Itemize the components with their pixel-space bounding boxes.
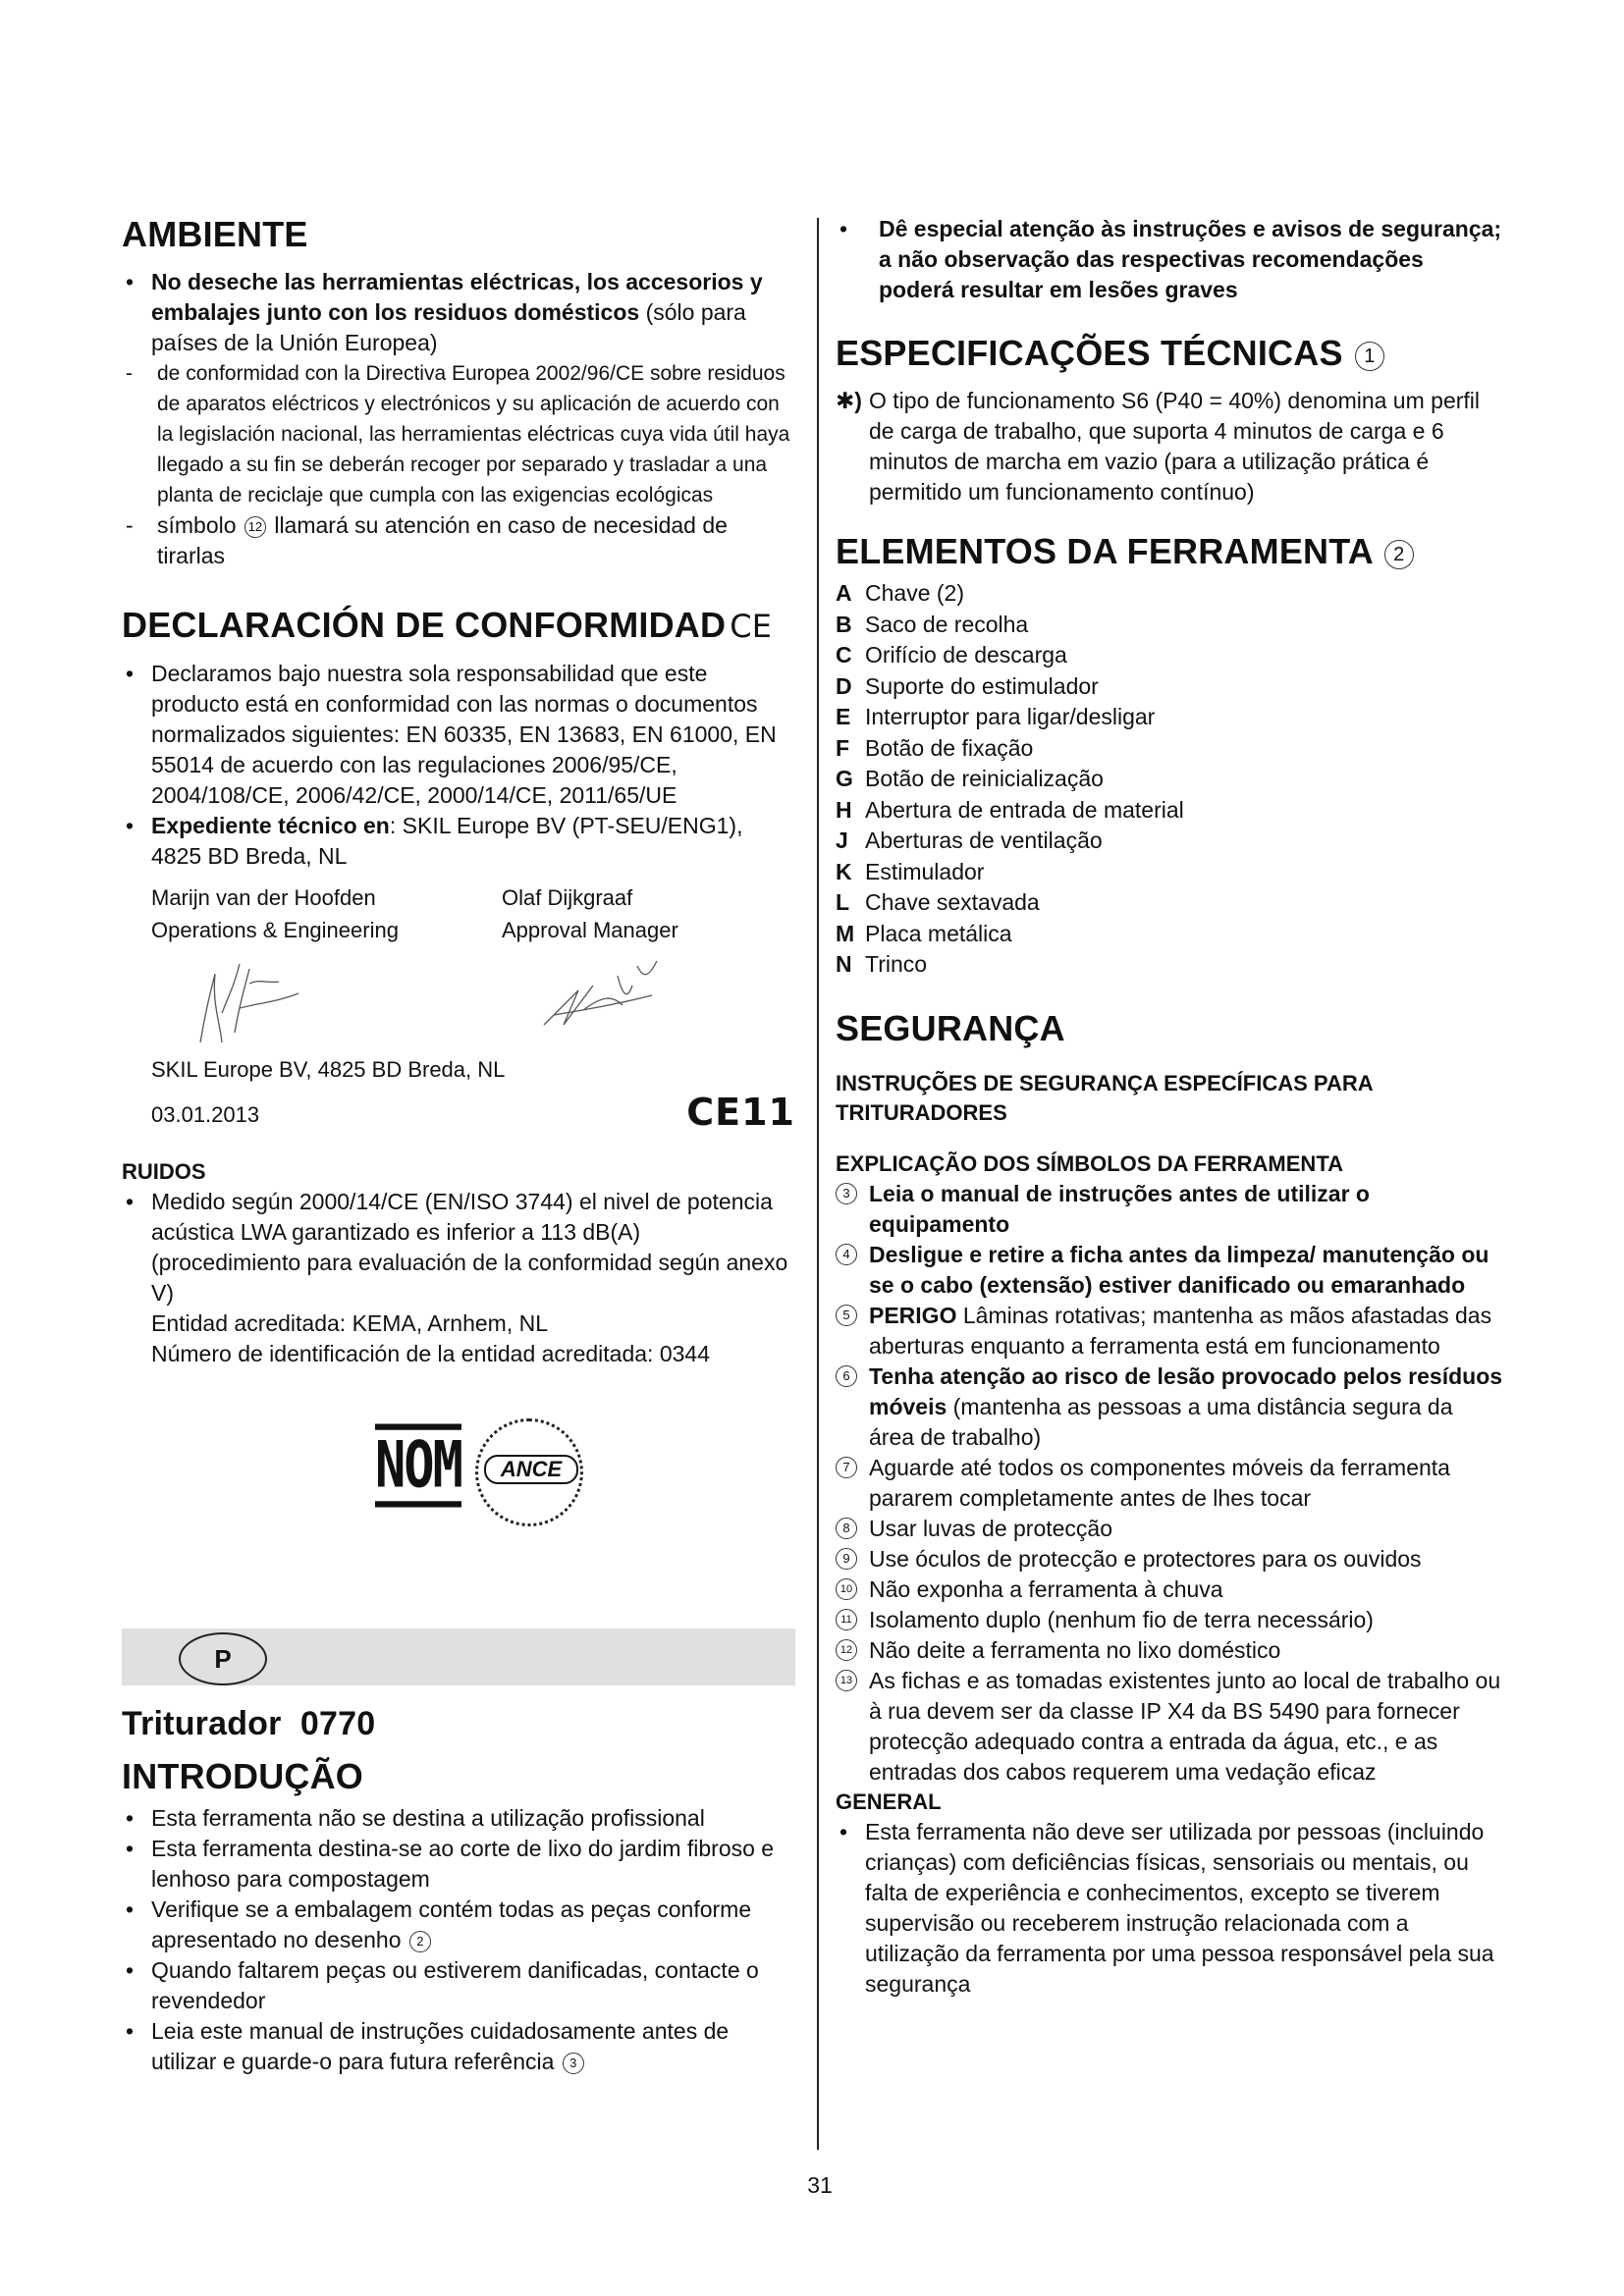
- element-j: [836, 826, 1503, 857]
- element-b: [836, 610, 1503, 641]
- symbol-6-bold: Tenha atenção ao risco de lesão provocado pelos resíduos móveis: [869, 1362, 1503, 1419]
- expediente-value: : SKIL Europe BV (PT-SEU/ENG1), 4825 BD Breda, NL: [151, 813, 743, 869]
- circled-number-4: 4: [836, 1244, 857, 1265]
- nom-logo-text: NOM: [375, 1424, 461, 1508]
- element-letter: G: [836, 766, 853, 791]
- element-label: Placa metálica: [865, 920, 1012, 946]
- element-k: [836, 857, 1503, 888]
- element-label: Chave sextavada: [865, 889, 1040, 915]
- ambiente-bullet-bold: No deseche las herramientas eléctricas, los accesorios y embalajes junto con los residuos domésticos: [151, 269, 763, 325]
- general-bullet: • Esta ferramenta não deve ser utilizada por pessoas (incluindo crianças) com deficiências físicas, sensoriais ou mentais, ou falta de experiência e conhecimentos, excepto se tiverem supervisão ou receberem instrução relacionada com a utilização da ferramenta por uma pessoa responsável pela sua segurança: [836, 1817, 1503, 2000]
- especificacoes-heading: [836, 333, 1503, 374]
- asterisk-mark: ✱): [836, 388, 862, 413]
- symbol-12-text: Não deite a ferramenta no lixo doméstico: [869, 1636, 1281, 1663]
- symbol-5-text: Lâminas rotativas; mantenha as mãos afastadas das aberturas enquanto a ferramenta está em funcionamento: [869, 1302, 1492, 1359]
- declaracion-title: DECLARACIÓN DE CONFORMIDAD: [122, 605, 727, 645]
- declaration-date: 03.01.2013: [151, 1102, 260, 1127]
- circled-number-1: 1: [1355, 342, 1384, 371]
- introducao-bullet-4: • Quando faltarem peças ou estiverem danificadas, contacte o revendedor: [122, 1955, 795, 2016]
- ce-mark: CE: [730, 608, 773, 645]
- symbol-item-3: [836, 1179, 1503, 1240]
- circled-number-7: 7: [836, 1457, 857, 1478]
- element-letter: L: [836, 889, 850, 915]
- circled-number-11: 11: [836, 1609, 857, 1630]
- symbol-5-bold: PERIGO: [869, 1302, 957, 1328]
- symbol-item-8: [836, 1514, 1503, 1544]
- seguranca-sub-2: EXPLICAÇÃO DOS SÍMBOLOS DA FERRAMENTA: [836, 1150, 1344, 1176]
- element-letter: B: [836, 611, 852, 637]
- element-h: [836, 795, 1503, 827]
- right-column: [836, 214, 1503, 2000]
- introducao-b5-text: Leia este manual de instruções cuidadosamente antes de utilizar e guarde-o para futura referência: [151, 2018, 730, 2074]
- signatory-1-title: Operations & Engineering: [151, 918, 399, 942]
- product-title: Triturador 0770: [122, 1705, 376, 1742]
- element-a: [836, 578, 1503, 610]
- signatures: [122, 946, 795, 1054]
- element-l: [836, 887, 1503, 919]
- circled-number-9: 9: [836, 1548, 857, 1570]
- circled-number-10: 10: [836, 1578, 857, 1600]
- circled-number-2: 2: [1384, 540, 1414, 569]
- left-column: [122, 214, 795, 2077]
- symbol-item-9: [836, 1544, 1503, 1575]
- nom-ance-logo: [122, 1405, 795, 1542]
- column-divider: [817, 218, 819, 2150]
- signatory-2-name: Olaf Dijkgraaf: [502, 885, 633, 910]
- introducao-b3-text: Verifique se a embalagem contém todas as peças conforme apresentado no desenho: [151, 1896, 752, 1952]
- element-label: Estimulador: [865, 858, 985, 884]
- signature-2-image: [534, 956, 672, 1044]
- circled-number-12: 12: [836, 1639, 857, 1661]
- symbol-item-10: [836, 1575, 1503, 1605]
- signature-1-image: [181, 954, 308, 1052]
- especificacoes-note: [836, 386, 1503, 507]
- language-badge-p: P: [179, 1632, 267, 1685]
- elementos-heading: [836, 531, 1503, 572]
- language-banner: [122, 1629, 795, 1685]
- ambiente-dash-1: - de conformidad con la Directiva Europea 2002/96/CE sobre residuos de aparatos eléctricos y electrónicos y su aplicación de acuerdo con la legislación nacional, las herramientas eléctricas cuya vida útil haya llegado a su fin se deberán recoger por separado y trasladar a una planta de reciclaje que cumpla con las exigencias ecológicas: [122, 358, 795, 510]
- ambiente-heading: AMBIENTE: [122, 214, 308, 254]
- circled-number-5: 5: [836, 1305, 857, 1326]
- signatory-titles: [122, 914, 795, 946]
- signatory-names: [122, 881, 795, 914]
- elementos-title: ELEMENTOS DA FERRAMENTA: [836, 531, 1373, 571]
- especificacoes-text: O tipo de funcionamento S6 (P40 = 40%) denomina um perfil de carga de trabalho, que suporta 4 minutos de carga e 6 minutos de marcha em vazio (para a utilização prática é permitido um funcionamento contínuo): [869, 388, 1480, 505]
- symbol-8-text: Usar luvas de protecção: [869, 1515, 1113, 1541]
- ce11-mark: CE11: [686, 1091, 795, 1134]
- symbol-item-4: [836, 1240, 1503, 1301]
- elementos-list: [836, 578, 1503, 981]
- ambiente-bullet-rest: (sólo para países de la Unión Europea): [151, 299, 746, 355]
- element-letter: E: [836, 704, 851, 729]
- date-row: [122, 1091, 795, 1140]
- element-label: Saco de recolha: [865, 611, 1029, 637]
- signatory-1-name: Marijn van der Hoofden: [151, 885, 376, 910]
- declaracion-bullet-1: • Declaramos bajo nuestra sola responsabilidad que este producto está en conformidad con las normas o documentos normalizados siguientes: EN 60335, EN 13683, EN 61000, EN 55014 de acuerdo con las regulaciones 2006/95/CE, 2004/108/CE, 2006/42/CE, 2000/14/CE, 2011/65/UE: [122, 659, 795, 811]
- element-letter: N: [836, 951, 852, 977]
- declaracion-bullet-2: [122, 811, 795, 872]
- element-label: Aberturas de ventilação: [865, 828, 1103, 853]
- signatory-2-title: Approval Manager: [502, 918, 678, 942]
- seguranca-heading: SEGURANÇA: [836, 1007, 1065, 1048]
- element-letter: M: [836, 920, 855, 946]
- element-label: Chave (2): [865, 580, 964, 606]
- element-letter: J: [836, 828, 848, 853]
- circled-number-13: 13: [836, 1670, 857, 1691]
- symbol-item-5: [836, 1301, 1503, 1362]
- page-number: 31: [807, 2172, 833, 2198]
- general-heading: GENERAL: [836, 1789, 942, 1814]
- symbol-item-11: [836, 1605, 1503, 1635]
- element-label: Trinco: [865, 951, 928, 977]
- element-letter: C: [836, 642, 852, 667]
- declaracion-heading: [122, 605, 795, 647]
- ruidos-bullet: • Medido según 2000/14/CE (EN/ISO 3744) el nivel de potencia acústica LWA garantizado es inferior a 113 dB(A) (procedimiento para evaluación de la conformidad según anexo V): [122, 1187, 795, 1308]
- element-c: [836, 640, 1503, 671]
- element-letter: F: [836, 734, 850, 761]
- element-label: Interruptor para ligar/desligar: [865, 704, 1156, 729]
- symbol-item-6: [836, 1362, 1503, 1453]
- element-label: Botão de reinicialização: [865, 766, 1104, 791]
- symbol-item-13: [836, 1666, 1503, 1788]
- seguranca-sub-1: INSTRUÇÕES DE SEGURANÇA ESPECÍFICAS PARA TRITURADORES: [836, 1070, 1373, 1125]
- symbol-7-text: Aguarde até todos os componentes móveis da ferramenta pararem completamente antes de lhes tocar: [869, 1454, 1450, 1511]
- circled-number-12: 12: [244, 516, 266, 538]
- circled-number-2: 2: [409, 1931, 431, 1952]
- introducao-bullet-3: [122, 1895, 795, 1955]
- element-letter: H: [836, 796, 852, 823]
- introducao-bullet-2: • Esta ferramenta destina-se ao corte de lixo do jardim fibroso e lenhoso para compostagem: [122, 1834, 795, 1895]
- especificacoes-title: ESPECIFICAÇÕES TÉCNICAS: [836, 333, 1343, 373]
- safety-attention-text: Dê especial atenção às instruções e avisos de segurança; a não observação das respectivas recomendações poderá resultar em lesões graves: [879, 216, 1502, 302]
- ambiente-dash-2: [122, 510, 795, 571]
- element-g: [836, 764, 1503, 795]
- ambiente-dash2-pre: símbolo: [157, 512, 237, 538]
- symbol-9-text: Use óculos de protecção e protectores para os ouvidos: [869, 1545, 1422, 1572]
- element-n: [836, 949, 1503, 981]
- symbol-item-12: [836, 1635, 1503, 1666]
- element-d: [836, 671, 1503, 703]
- element-e: [836, 702, 1503, 733]
- ance-logo: [475, 1418, 583, 1526]
- safety-attention-bullet: [836, 214, 1503, 305]
- symbol-13-text: As fichas e as tomadas existentes junto ao local de trabalho ou à rua devem ser da classe IP X4 da BS 5490 para fornecer protecção adequado contra a entrada da água, etc., e as entradas dos cabos requerem uma vedação eficaz: [869, 1667, 1501, 1785]
- element-letter: D: [836, 672, 852, 699]
- ruidos-heading: RUIDOS: [122, 1159, 206, 1184]
- element-label: Abertura de entrada de material: [865, 796, 1184, 823]
- introducao-bullet-5: [122, 2016, 795, 2077]
- element-letter: K: [836, 858, 852, 884]
- element-m: [836, 919, 1503, 950]
- symbol-11-text: Isolamento duplo (nenhum fio de terra necessário): [869, 1606, 1374, 1632]
- element-label: Botão de fixação: [865, 734, 1034, 761]
- element-f: [836, 733, 1503, 765]
- ruidos-identificacion: Número de identificación de la entidad acreditada: 0344: [151, 1341, 710, 1366]
- circled-number-3: 3: [836, 1183, 857, 1204]
- element-label: Suporte do estimulador: [865, 672, 1099, 699]
- circled-number-6: 6: [836, 1365, 857, 1387]
- symbol-4-text: Desligue e retire a ficha antes da limpeza/ manutenção ou se o cabo (extensão) estiver danificado ou emaranhado: [869, 1241, 1489, 1298]
- ance-logo-text: ANCE: [484, 1455, 578, 1484]
- circled-number-8: 8: [836, 1518, 857, 1539]
- symbol-10-text: Não exponha a ferramenta à chuva: [869, 1575, 1223, 1602]
- ruidos-entidad: Entidad acreditada: KEMA, Arnhem, NL: [151, 1310, 548, 1336]
- circled-number-3: 3: [563, 2053, 584, 2074]
- symbol-6-text: (mantenha as pessoas a uma distância segura da área de trabalho): [869, 1393, 1453, 1450]
- expediente-label: Expediente técnico en: [151, 813, 390, 838]
- symbol-item-7: [836, 1453, 1503, 1514]
- symbol-3-text: Leia o manual de instruções antes de utilizar o equipamento: [869, 1180, 1370, 1237]
- element-label: Orifício de descarga: [865, 642, 1067, 667]
- element-letter: A: [836, 580, 852, 606]
- ambiente-dash2-post: llamará su atención en caso de necesidad de tirarlas: [157, 512, 728, 568]
- ambiente-bullet: [122, 267, 795, 358]
- company-address: SKIL Europe BV, 4825 BD Breda, NL: [151, 1057, 506, 1082]
- introducao-bullet-1: • Esta ferramenta não se destina a utilização profissional: [122, 1803, 795, 1834]
- introducao-heading: INTRODUÇÃO: [122, 1756, 363, 1796]
